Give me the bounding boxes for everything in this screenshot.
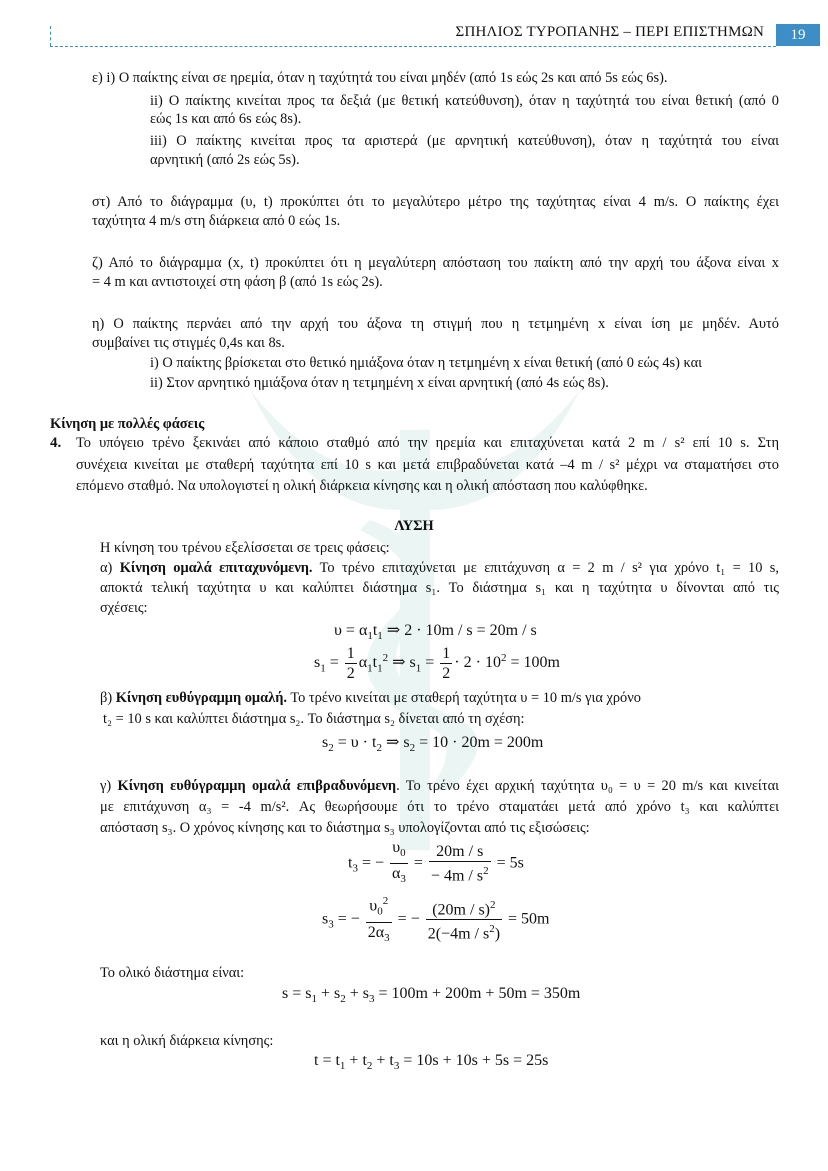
para-e-ii-cont: εώς 1s και από 6s εώς 8s). <box>150 111 302 127</box>
para-z: ζ) Από το διάγραμμα (x, t) προκύπτει ότι η μεγαλύτερη απόσταση του παίκτη από την αρχή του άξονα είναι x <box>92 255 779 271</box>
page-number-badge: 19 <box>776 24 820 46</box>
para-st: στ) Από το διάγραμμα (υ, t) προκύπτει ότι το μεγαλύτερο μέτρο της ταχύτητας είναι 4 m/s. Ο παίκτης έχει <box>92 194 779 210</box>
equation-distance-s1: $s_1$ = $\frac{1}{2}$ $\alpha_1t_1^2$ ⇒ $s_1$ = $\frac{1}{2}$ · $2 \cdot 10^2 = 100m$ <box>314 645 560 682</box>
para-e-iii-cont: αρνητική (από 2s εώς 5s). <box>150 152 300 168</box>
phase-a-text: Το τρένο επιταχύνεται με επιτάχυνση α = 2 m / s² για χρόνο t₁ = 10 s, <box>319 560 779 576</box>
phase-a-line-2: αποκτά τελική ταχύτητα υ και καλύπτει διάστημα s₁. Το διάστημα s₁ και η ταχύτητα υ δίνονται από τις <box>100 580 779 596</box>
total-distance-text: Το ολικό διάστημα είναι: <box>100 965 245 981</box>
phase-b-label: β) <box>100 690 113 706</box>
equation-velocity: $\upsilon = \alpha_1t_1$ ⇒ 2 · 10m / s = 20m / s <box>334 622 537 643</box>
para-e-iii: iii) Ο παίκτης κινείται προς τα αριστερά (με αρνητική κατεύθυνση), όταν η ταχύτητά του είναι <box>150 133 779 149</box>
equation-total-time: $t = t_1 + t_2 + t_3 = 10s + 10s + 5s = 25s$ <box>314 1052 549 1073</box>
phase-c-label: γ) <box>100 778 112 794</box>
para-st-cont: ταχύτητα 4 m/s στη διάρκεια από 0 εώς 1s. <box>92 213 341 229</box>
phase-c-text: . Το τρένο έχει αρχική ταχύτητα υ₀ = υ = 20 m/s και κινείται <box>396 778 779 794</box>
phase-c-line-1 <box>100 776 779 796</box>
section-heading: Κίνηση με πολλές φάσεις <box>50 416 205 432</box>
phase-c-line-3: απόσταση s₃. Ο χρόνος κίνησης και το διάστημα s₃ υπολογίζονται από τις εξισώσεις: <box>100 820 590 836</box>
problem-line-2: συνέχεια κινείται με σταθερή ταχύτητα επί 10 s και μετά επιβραδύνεται κατά –4 m / s² μέχρι να σταματήσει στο <box>76 457 779 473</box>
equation-distance-s3: $s_3$ = − $\frac{\upsilon_0^2}{2\alpha_3}$ = − $\frac{(20m / s)^2}{2(-4m / s^2)}$ = 50m <box>322 892 549 948</box>
phase-b-text: Το τρένο κινείται με σταθερή ταχύτητα υ = 10 m/s για χρόνο <box>290 690 641 706</box>
para-h-i: i) Ο παίκτης βρίσκεται στο θετικό ημιάξονα όταν η τετμημένη x είναι θετική (από 0 εώς 4s) και <box>150 355 703 371</box>
equation-time-t3: $t_3$ = − $\frac{\upsilon_0}{\alpha_3}$ = $\frac{20m / s}{- 4m / s^2}$ = 5s <box>348 839 524 886</box>
solution-intro: Η κίνηση του τρένου εξελίσσεται σε τρεις φάσεις: <box>100 540 390 556</box>
phase-a-line-3: σχέσεις: <box>100 600 148 616</box>
para-h-cont: συμβαίνει τις στιγμές 0,4s και 8s. <box>92 335 285 351</box>
para-h: η) Ο παίκτης περνάει από την αρχή του άξονα τη στιγμή που η τετμημένη x είναι ίση με μηδέν. Αυτό <box>92 316 779 332</box>
para-h-ii: ii) Στον αρνητικό ημιάξονα όταν η τετμημένη x είναι αρνητική (από 4s εώς 8s). <box>150 375 609 391</box>
para-e-ii: ii) Ο παίκτης κινείται προς τα δεξιά (με θετική κατεύθυνση), όταν η ταχύτητά του είναι θετική (από 0 <box>150 93 779 109</box>
total-time-text: και η ολική διάρκεια κίνησης: <box>100 1033 274 1049</box>
phase-b-line-2: t₂ = 10 s και καλύπτει διάστημα s₂. Το διάστημα s₂ δίνεται από τη σχέση: <box>103 711 525 727</box>
problem-number: 4. <box>50 435 62 451</box>
phase-b-line-1 <box>100 688 641 708</box>
equation-distance-s2: $s_2 = \upsilon \cdot t_2$ ⇒ $s_2 = 10 \cdot 20m = 200m$ <box>322 734 544 755</box>
header-dashed-line <box>50 46 776 47</box>
phase-c-title: Κίνηση ευθύγραμμη ομαλά επιβραδυνόμενη <box>117 778 397 794</box>
phase-b-title: Κίνηση ευθύγραμμη ομαλή. <box>115 690 287 706</box>
phase-a-line-1 <box>100 558 779 578</box>
phase-a-label: α) <box>100 560 113 576</box>
problem-line-3: επόμενο σταθμό. Να υπολογιστεί η ολική διάρκεια κίνησης και η ολική απόσταση που καλύφθηκε. <box>76 478 648 494</box>
solution-title: ΛΥΣΗ <box>394 518 434 534</box>
para-z-cont: = 4 m και αντιστοιχεί στη φάση β (από 1s εώς 2s). <box>92 274 383 290</box>
problem-line-1: Το υπόγειο τρένο ξεκινάει από κάποιο σταθμό από την ηρεμία και επιταχύνεται κατά 2 m / s² επί 10 s. Στη <box>76 435 779 451</box>
equation-total-distance: $s = s_1 + s_2 + s_3 = 100m + 200m + 50m = 350m$ <box>282 985 581 1006</box>
para-e-i: ε) i) Ο παίκτης είναι σε ηρεμία, όταν η ταχύτητά του είναι μηδέν (από 1s εώς 2s και από 5s εώς 6s). <box>92 70 668 86</box>
header-title: ΣΠΗΛΙΟΣ ΤΥΡΟΠΑΝΗΣ – ΠΕΡΙ ΕΠΙΣΤΗΜΩΝ <box>455 24 764 40</box>
phase-c-line-2: με επιτάχυνση α₃ = -4 m/s². Ας θεωρήσουμε ότι το τρένο σταματάει μετά από χρόνο t₃ και καλύπτει <box>100 799 779 815</box>
phase-a-title: Κίνηση ομαλά επιταχυνόμενη. <box>119 560 313 576</box>
